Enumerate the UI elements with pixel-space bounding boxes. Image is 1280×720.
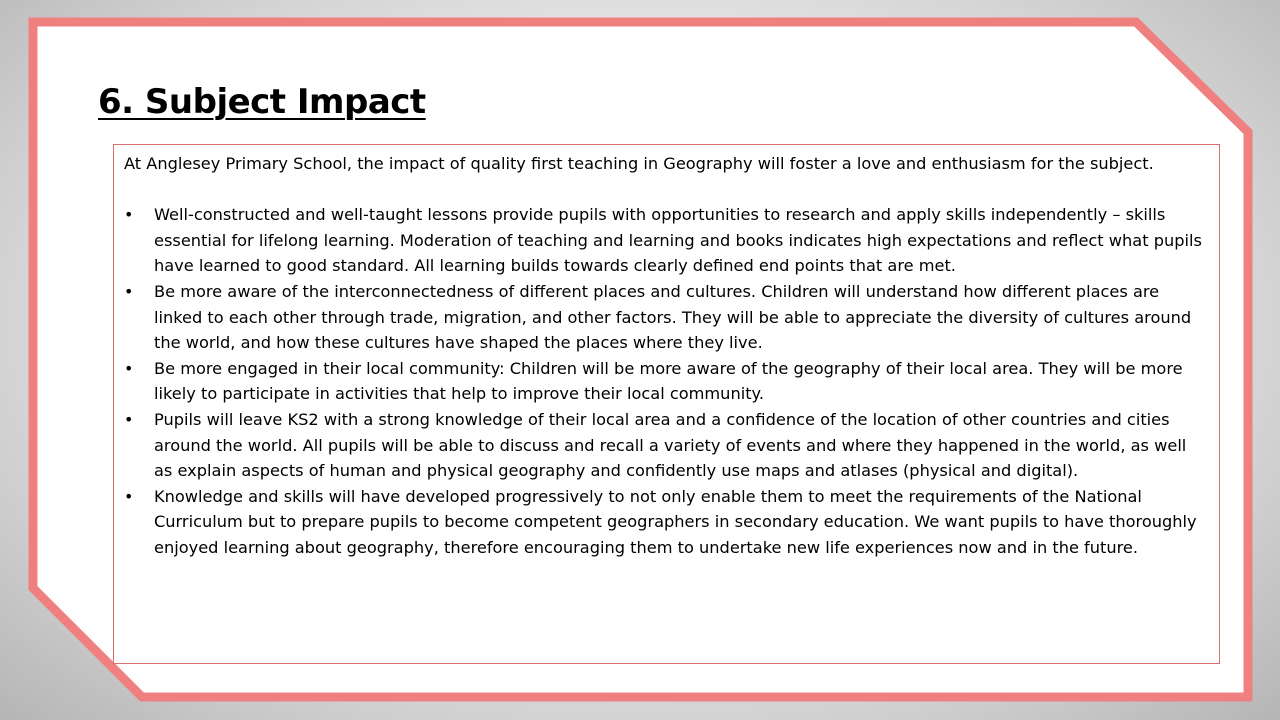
impact-bullet-list: [124, 202, 1209, 560]
bullet-text: Be more engaged in their local community: Children will be more aware of the geography of their local area. They will be more likely to participate in activities that help to improve their local community.: [154, 358, 1183, 404]
bullet-item: [124, 202, 1209, 279]
bullet-text: Knowledge and skills will have developed progressively to not only enable them to meet the requirements of the National Curriculum but to prepare pupils to become competent geographers in secondary education. We want pupils to have thoroughly enjoyed learning about geography, therefore encouraging them to undertake new life experiences now and in the future.: [154, 486, 1197, 557]
slide-title: 6. Subject Impact: [98, 82, 426, 122]
bullet-item: [124, 407, 1209, 484]
bullet-marker: •: [124, 358, 134, 378]
bullet-item: [124, 484, 1209, 561]
bullet-marker: •: [124, 409, 134, 429]
intro-paragraph: At Anglesey Primary School, the impact of quality first teaching in Geography will foster a love and enthusiasm for the subject.: [124, 154, 1154, 173]
bullet-marker: •: [124, 281, 134, 301]
bullet-marker: •: [124, 486, 134, 506]
bullet-item: [124, 279, 1209, 356]
bullet-text: Pupils will leave KS2 with a strong knowledge of their local area and a confidence of the location of other countries and cities around the world. All pupils will be able to discuss and recall a variety of events and where they happened in the world, as well as explain aspects of human and physical geography and confidently use maps and atlases (physical and digital).: [154, 409, 1187, 481]
bullet-item: [124, 356, 1209, 407]
bullet-text: Well-constructed and well-taught lessons provide pupils with opportunities to research and apply skills independently – skills essential for lifelong learning. Moderation of teaching and learning and books indicates high expectations and reflect what pupils have learned to good standard. All learning builds towards clearly defined end points that are met.: [154, 205, 1202, 276]
bullet-text: Be more aware of the interconnectedness of different places and cultures. Children will understand how different places are linked to each other through trade, migration, and other factors. They will be able to appreciate the diversity of cultures around the world, and how these cultures have shaped the places where they live.: [154, 281, 1192, 353]
content-box: [113, 144, 1220, 664]
bullet-marker: •: [124, 205, 134, 225]
